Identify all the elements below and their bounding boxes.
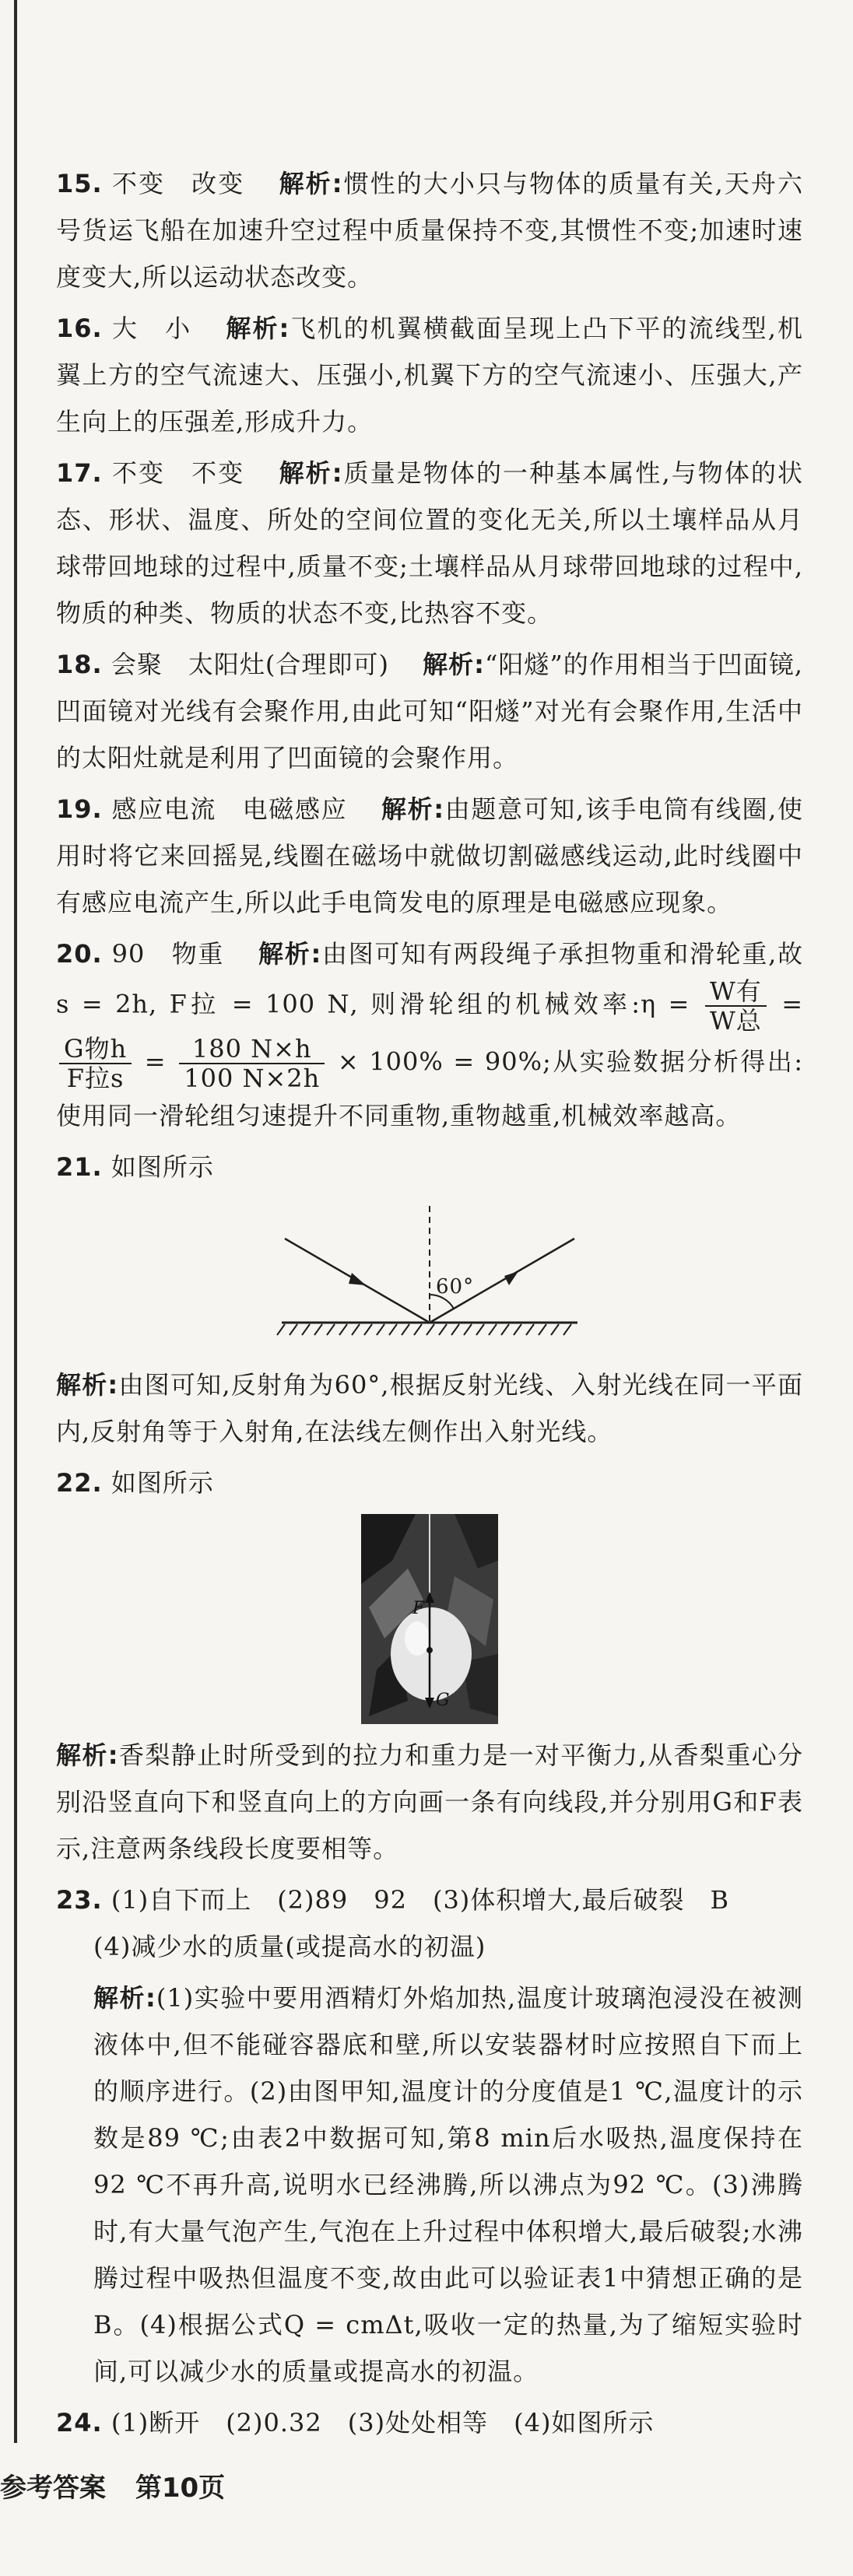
analysis-text: 飞机的机翼横截面呈现上凸下平的流线型,机翼上方的空气流速大、压强小,机翼下方的空气流速小、压强大,产生向上的压强差,形成升力。 (56, 314, 803, 436)
answer-text: 如图所示 (111, 1468, 214, 1498)
answer-text: (1)自下而上 (2)89 92 (3)体积增大,最后破裂 B (111, 1885, 729, 1915)
question-number: 17. (56, 458, 103, 488)
analysis-tag: 解析: (423, 650, 485, 679)
answer-text: 不变 不变 (111, 458, 245, 488)
pear-force-photo (361, 1514, 498, 1724)
analysis-tag: 解析: (226, 314, 290, 343)
fraction-numerator: G物h (59, 1035, 132, 1064)
question-number: 22. (56, 1468, 103, 1498)
answer-item-15 (56, 160, 803, 300)
fraction-numerator: 180 N×h (179, 1035, 325, 1064)
analysis-text: 由图可知,反射角为60°,根据反射光线、入射光线在同一平面内,反射角等于入射角,在法线左侧作出入射光线。 (56, 1370, 803, 1446)
fraction-numeric (179, 1035, 325, 1092)
analysis-text: (1)实验中要用酒精灯外焰加热,温度计玻璃泡浸没在被测液体中,但不能碰容器底和壁,所以安装器材时应按照自下而上的顺序进行。(2)由图甲知,温度计的分度值是1 ℃,温度计的示数是89 ℃;由表2中数据可知,第8 min后水吸热,温度保持在92 ℃不再升高,说明水已经沸腾,所以沸点为92 ℃。(3)沸腾时,有大量气泡产生,气泡在上升过程中体积增大,最后破裂;水沸腾过程中吸热但温度不变,故由此可以验证表1中猜想正确的是B。(4)根据公式 (93, 1983, 803, 2339)
footer-label: 参考答案 (0, 2473, 106, 2504)
question-number: 21. (56, 1152, 103, 1182)
label-f: F (412, 1599, 426, 1618)
question-number: 18. (56, 650, 103, 679)
answer-item-17 (56, 450, 803, 636)
heat-formula: Q = cmΔt (283, 2310, 415, 2339)
fraction-numerator: W有 (705, 977, 767, 1007)
answer-item-23 (56, 1877, 803, 1970)
analysis-tag: 解析: (381, 794, 445, 824)
margin-rule (14, 0, 17, 2443)
fraction-denominator: F拉s (66, 1064, 125, 1093)
efficiency-text: 则滑轮组的机械效率:η = (370, 989, 690, 1019)
analysis-text: 质量是物体的一种基本属性,与物体的状态、形状、温度、所处的空间位置的变化无关,所以土壤样品从月球带回地球的过程中,质量不变;土壤样品从月球带回地球的过程中,物质的种类、物质的状态不变,比热容不变。 (56, 458, 803, 628)
fraction-denominator: W总 (709, 1006, 762, 1036)
answer-text: 90 物重 (111, 939, 225, 969)
analysis-23 (56, 1975, 803, 2395)
answer-item-24 (56, 2399, 803, 2446)
question-number: 24. (56, 2408, 103, 2438)
answer-content (56, 160, 803, 2451)
analysis-text: 由图可知有两段绳子承担物重和滑轮重,故 (321, 939, 803, 969)
reflected-arrow (504, 1271, 518, 1285)
analysis-text: 香梨静止时所受到的拉力和重力是一对平衡力,从香梨重心分别沿竖直向下和竖直向上的方向画一条有向线段,并分别用G和F表示,注意两条线段长度要相等。 (56, 1740, 803, 1863)
conclusion-text: ;从实验数据分析得出:使用同一滑轮组匀速提升不同重物,重物越重,机械效率越高。 (56, 1046, 804, 1130)
question-number: 19. (56, 794, 103, 824)
analysis-text: “阳燧”的作用相当于凹面镜,凹面镜对光线有会聚作用,由此可知“阳燧”对光有会聚作用,生活中的太阳灶就是利用了凹面镜的会聚作用。 (56, 650, 803, 773)
analysis-text: 由题意可知,该手电筒有线圈,使用时将它来回摇晃,线圈在磁场中就做切割磁感线运动,此时线圈中有感应电流产生,所以此手电筒发电的原理是电磁感应现象。 (56, 794, 803, 917)
page-footer (0, 2466, 853, 2504)
efficiency-result: × 100% = 90% (337, 1046, 542, 1077)
analysis-tag: 解析: (56, 1370, 119, 1400)
analysis-tag: 解析: (258, 939, 322, 969)
equation-f: F拉 = 100 N (169, 989, 350, 1019)
question-number: 23. (56, 1885, 103, 1915)
question-number: 15. (56, 169, 103, 198)
answer-item-16 (56, 305, 803, 445)
reflection-diagram (266, 1198, 593, 1354)
equation-s: s = 2h (56, 989, 149, 1019)
label-g: G (436, 1691, 451, 1710)
mirror-hatching (277, 1324, 571, 1335)
answer-text: 会聚 太阳灶(合理即可) (111, 650, 389, 679)
answer-text: 不变 改变 (111, 169, 245, 198)
analysis-22 (56, 1732, 803, 1872)
answer-item-19 (56, 786, 803, 926)
answer-item-21 (56, 1144, 803, 1190)
analysis-text: 惯性的大小只与物体的质量有关,天舟六号货运飞船在加速升空过程中质量保持不变,其惯性不变;加速时速度变大,所以运动状态改变。 (56, 169, 803, 292)
analysis-tag: 解析: (279, 458, 343, 488)
analysis-21 (56, 1362, 803, 1455)
answer-text: (1)断开 (2)0.32 (3)处处相等 (4)如图所示 (111, 2408, 655, 2438)
pear-shape (391, 1607, 472, 1701)
answer-item-22 (56, 1460, 803, 1506)
question-number: 20. (56, 939, 103, 969)
answer-text: 感应电流 电磁感应 (111, 794, 348, 824)
answer-text-2: (4)减少水的质量(或提高水的初温) (93, 1932, 486, 1961)
question-number: 16. (56, 314, 103, 343)
analysis-tag: 解析: (279, 169, 343, 198)
angle-label: 60° (436, 1275, 475, 1299)
analysis-tag: 解析: (93, 1983, 156, 2013)
fraction-denominator: 100 N×2h (184, 1064, 321, 1093)
answer-item-18 (56, 641, 803, 781)
fraction-work (705, 977, 767, 1035)
answer-item-20: 20. 90 物重 解析:由图可知有两段绳子承担物重和滑轮重,故 s = 2h, F拉 = 100 N, 则滑轮组的机械效率:η = $\frac{\text{W有}}{\text{W总}}$ = $\frac{\text{G物h}}{\text{F拉s}}$ = $\frac{180 N\times h}{100 N\times 2h}$ × 100% = 90%;从实验数据分析得出:使用同一滑轮组匀速提升不同重物,重物越重,机械效率越高。 (56, 939, 804, 1130)
answer-text: 如图所示 (111, 1152, 214, 1182)
analysis-tag: 解析: (56, 1740, 119, 1770)
incident-arrow (349, 1273, 366, 1285)
answer-text: 大 小 (111, 314, 192, 343)
analysis-text-2: ,吸收一定的热量,为了缩短实验时间,可以减少水的质量或提高水的初温。 (93, 2310, 803, 2386)
footer-page: 第10页 (135, 2473, 226, 2504)
fraction-symbolic (59, 1035, 132, 1092)
